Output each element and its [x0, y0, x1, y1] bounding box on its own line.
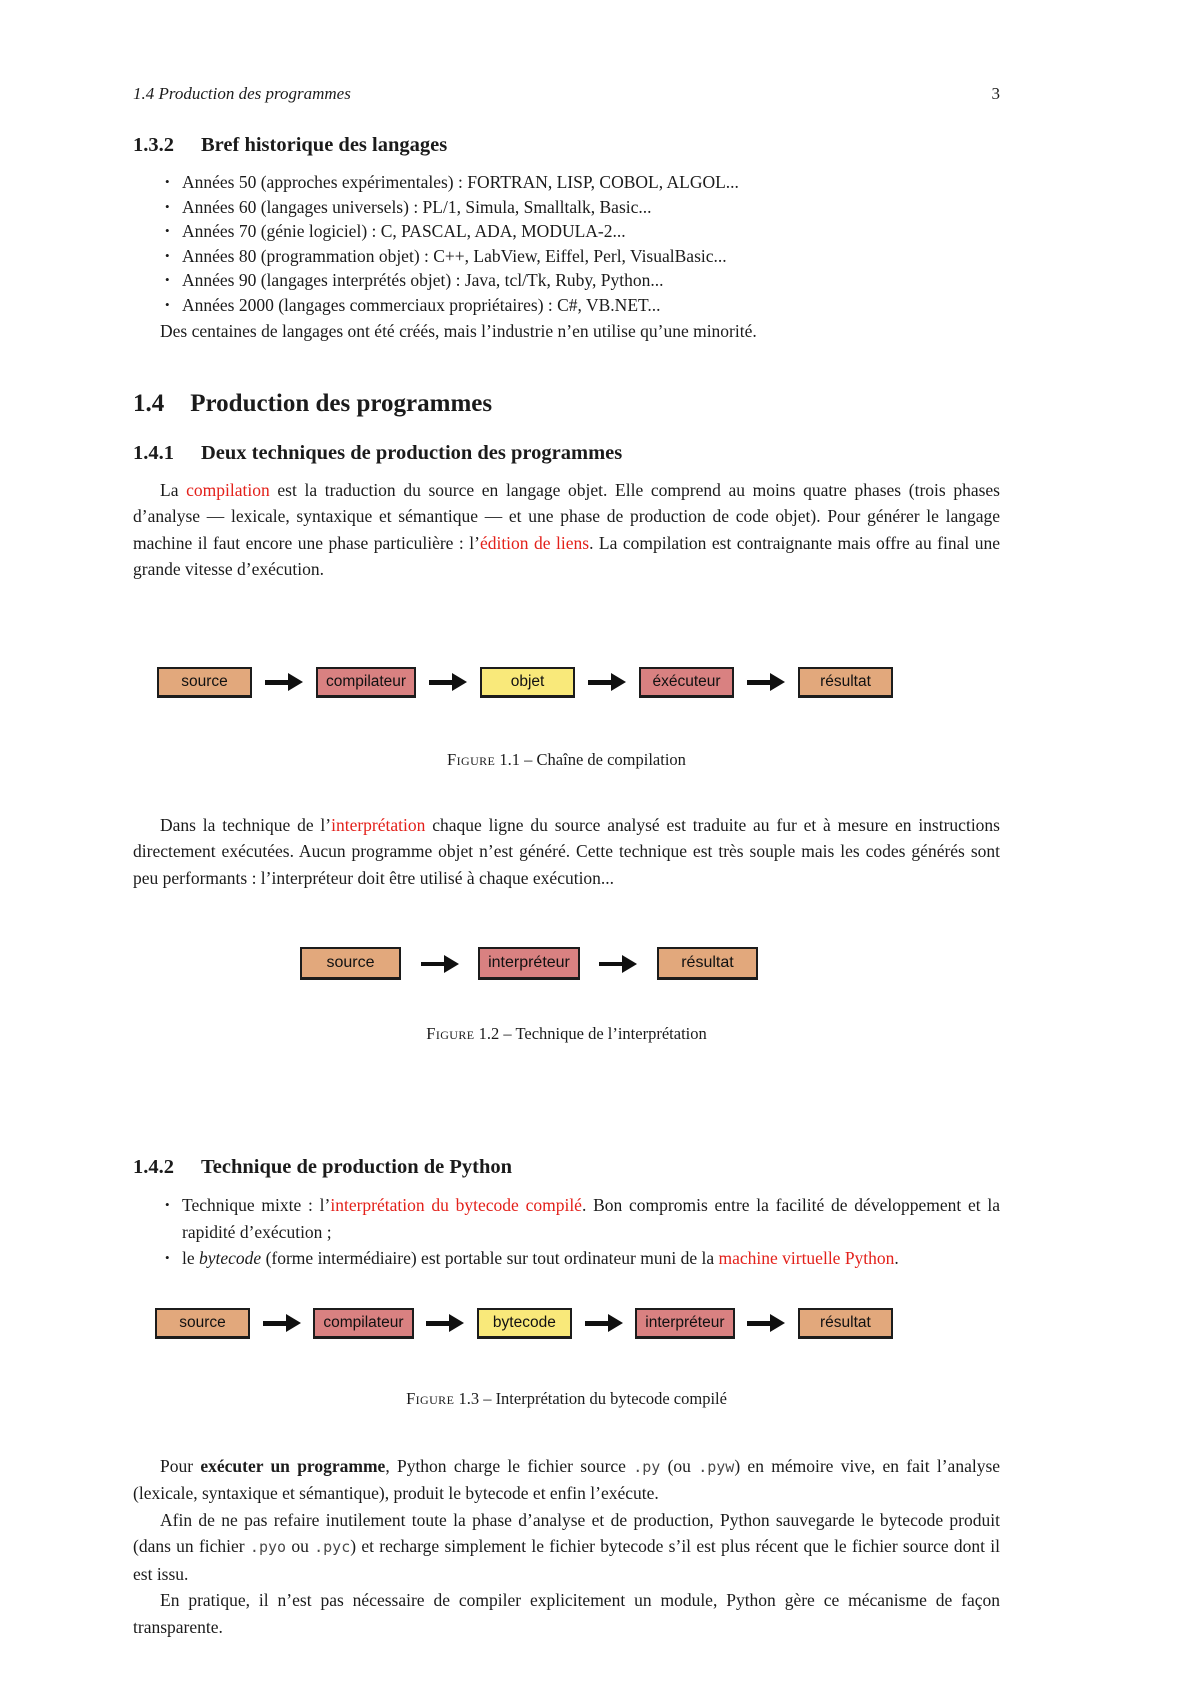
list-item	[165, 244, 1000, 269]
arrow-right-icon	[746, 1314, 786, 1332]
list-item	[165, 170, 1000, 195]
text-run: chaque ligne du source analysé est traduite au fur et à mesure en instructions directement exécutées. Aucun programme objet n’est généré. Cette technique est très souple mais les codes générés sont peu performants : l’interpréteur doit être utilisé à chaque exécution...	[133, 814, 1000, 888]
list-item-text: Années 2000 (langages commerciaux propriétaires) : C#, VB.NET...	[182, 294, 661, 315]
flow-box-compilateur: compilateur	[316, 667, 416, 698]
running-header	[133, 84, 1000, 104]
section-heading-132	[133, 134, 1000, 157]
bullet-icon: •	[165, 1197, 170, 1212]
list-item	[165, 268, 1000, 293]
list-item	[165, 1192, 1000, 1245]
running-header-title: 1.4 Production des programmes	[133, 84, 351, 103]
text-run: est la traduction du source en langage objet. Elle comprend au moins quatre phases (trois phases d’analyse — lexicale, syntaxique et sémantique — et une phase de production de code objet). Pour générer le langage machine il faut encore une phase particulière : l’	[133, 479, 1000, 553]
arrow-right-icon	[262, 1314, 302, 1332]
code-extension: .pyc	[314, 1538, 351, 1556]
text-run: ) en mémoire vive, en fait l’analyse (lexicale, syntaxique et sémantique), produit le bytecode et enfin l’exécute.	[133, 1455, 1001, 1503]
flow-box-compilateur: compilateur	[313, 1308, 413, 1339]
text-run: le	[182, 1248, 200, 1268]
text-run: (ou	[660, 1455, 699, 1476]
flow-box-resultat: résultat	[798, 1308, 893, 1339]
section-heading-142	[133, 1156, 1000, 1179]
list-item	[165, 1245, 1000, 1272]
section-heading-14	[133, 390, 1000, 418]
python-technique-list	[133, 1192, 1000, 1272]
figure-caption-11	[133, 750, 1000, 770]
figure-interpretation	[300, 947, 758, 980]
paragraph-transparent: En pratique, il n’est pas nécessaire de compiler explicitement un module, Python gère ce mécanisme de façon transparente.	[133, 1590, 1000, 1637]
bullet-icon: •	[165, 174, 170, 189]
highlight-red-text: interprétation	[331, 814, 426, 835]
text-run: Pour	[160, 1455, 201, 1476]
text-run: .	[894, 1248, 899, 1268]
arrow-right-icon	[264, 673, 304, 691]
flow-box-executeur: éxécuteur	[639, 667, 734, 698]
flow-box-source: source	[155, 1308, 250, 1339]
section-title: Bref historique des langages	[201, 134, 448, 156]
bullet-icon: •	[165, 1250, 170, 1265]
flow-box-bytecode: bytecode	[477, 1308, 572, 1339]
text-run: (forme intermédiaire) est portable sur tout ordinateur muni de la	[261, 1248, 719, 1268]
flow-box-resultat: résultat	[798, 667, 893, 698]
text-run: Afin de ne pas refaire inutilement toute la phase d’analyse et de production, Python sauvegarde le bytecode produit (dans un fichier	[133, 1509, 1000, 1556]
text-run: . La compilation est contraignante mais offre au final une grande vitesse d’exécution.	[133, 532, 1000, 579]
bullet-icon: •	[165, 247, 170, 263]
closing-sentence: Des centaines de langages ont été créés, mais l’industrie n’en utilise qu’une minorité.	[160, 321, 757, 341]
highlight-red-text: édition de liens	[479, 532, 590, 553]
flow-box-interpreteur: interpréteur	[478, 947, 580, 980]
figure-compilation-chain	[157, 667, 893, 698]
paragraph-execute-program	[133, 1453, 1000, 1507]
page-number: 3	[991, 84, 1000, 103]
flow-box-resultat: résultat	[657, 947, 758, 980]
section-heading-141	[133, 442, 1000, 465]
figure-bytecode-interpretation	[155, 1308, 893, 1339]
list-item	[165, 293, 1000, 318]
text-run: , Python charge le fichier source	[385, 1455, 634, 1476]
figure-caption-text: 1.2 – Technique de l’interprétation	[474, 1024, 707, 1043]
list-item	[165, 195, 1000, 220]
highlight-red-text: compilation	[186, 479, 270, 500]
list-item-text: Années 90 (langages interprétés objet) : Java, tcl/Tk, Ruby, Python...	[182, 270, 664, 290]
figure-caption-12	[133, 1024, 1000, 1044]
flow-box-source: source	[300, 947, 401, 980]
arrow-right-icon	[746, 673, 786, 691]
highlight-red-text: interprétation du bytecode compilé	[330, 1195, 582, 1215]
bullet-icon: •	[165, 198, 170, 214]
paragraph-interpretation	[133, 812, 1000, 892]
bullet-icon: •	[165, 296, 170, 312]
flow-box-objet: objet	[480, 667, 575, 698]
text-run: Dans la technique de l’	[160, 814, 332, 835]
code-extension: .pyo	[249, 1538, 287, 1556]
figure-caption-13	[133, 1389, 1000, 1409]
code-extension: .pyw	[698, 1457, 735, 1476]
highlight-red-text: machine virtuelle Python	[718, 1248, 895, 1268]
bullet-icon: •	[165, 223, 170, 238]
text-run: ) et recharge simplement le fichier bytecode s’il est plus récent que le fichier source dont il est issu.	[133, 1536, 1000, 1584]
paragraph-bytecode-cache	[133, 1507, 1000, 1588]
figure-label: Figure	[447, 749, 496, 769]
list-item-text: Années 70 (génie logiciel) : C, PASCAL, ADA, MODULA-2...	[182, 221, 626, 241]
section-title: Production des programmes	[190, 389, 493, 417]
arrow-right-icon	[584, 1314, 624, 1332]
arrow-right-icon	[428, 673, 468, 691]
section-number: 1.4	[133, 389, 165, 417]
bullet-icon: •	[165, 272, 170, 287]
arrow-right-icon	[598, 955, 638, 973]
list-item-text: Années 50 (approches expérimentales) : FORTRAN, LISP, COBOL, ALGOL...	[182, 172, 739, 192]
list-item	[165, 219, 1000, 244]
flow-box-source: source	[157, 667, 252, 698]
arrow-right-icon	[425, 1314, 465, 1332]
section-number: 1.3.2	[133, 134, 174, 156]
figure-label: Figure	[426, 1024, 475, 1043]
code-extension: .py	[633, 1457, 661, 1476]
figure-caption-text: 1.1 – Chaîne de compilation	[495, 749, 686, 769]
paragraph-compilation	[133, 477, 1000, 583]
arrow-right-icon	[587, 673, 627, 691]
section-title: Technique de production de Python	[201, 1156, 512, 1178]
text-run: La	[160, 479, 187, 500]
figure-label: Figure	[406, 1388, 455, 1408]
list-item-text: Années 80 (programmation objet) : C++, LabView, Eiffel, Perl, VisualBasic...	[182, 245, 727, 266]
section-title: Deux techniques de production des programmes	[201, 441, 623, 464]
arrow-right-icon	[420, 955, 460, 973]
figure-caption-text: 1.3 – Interprétation du bytecode compilé	[454, 1388, 727, 1408]
text-run: ou	[286, 1536, 315, 1556]
italic-term: bytecode	[199, 1248, 262, 1268]
text-run: . Bon compromis entre la facilité de développement et la rapidité d’exécution ;	[182, 1195, 1000, 1242]
history-bullet-list	[133, 170, 1000, 317]
text-run: Technique mixte : l’	[182, 1195, 331, 1215]
section-number: 1.4.1	[133, 441, 174, 464]
bold-term: exécuter un programme	[200, 1455, 386, 1476]
flow-box-interpreteur: interpréteur	[635, 1308, 734, 1339]
section-number: 1.4.2	[133, 1156, 174, 1178]
list-item-text: Années 60 (langages universels) : PL/1, Simula, Smalltalk, Basic...	[182, 196, 652, 217]
